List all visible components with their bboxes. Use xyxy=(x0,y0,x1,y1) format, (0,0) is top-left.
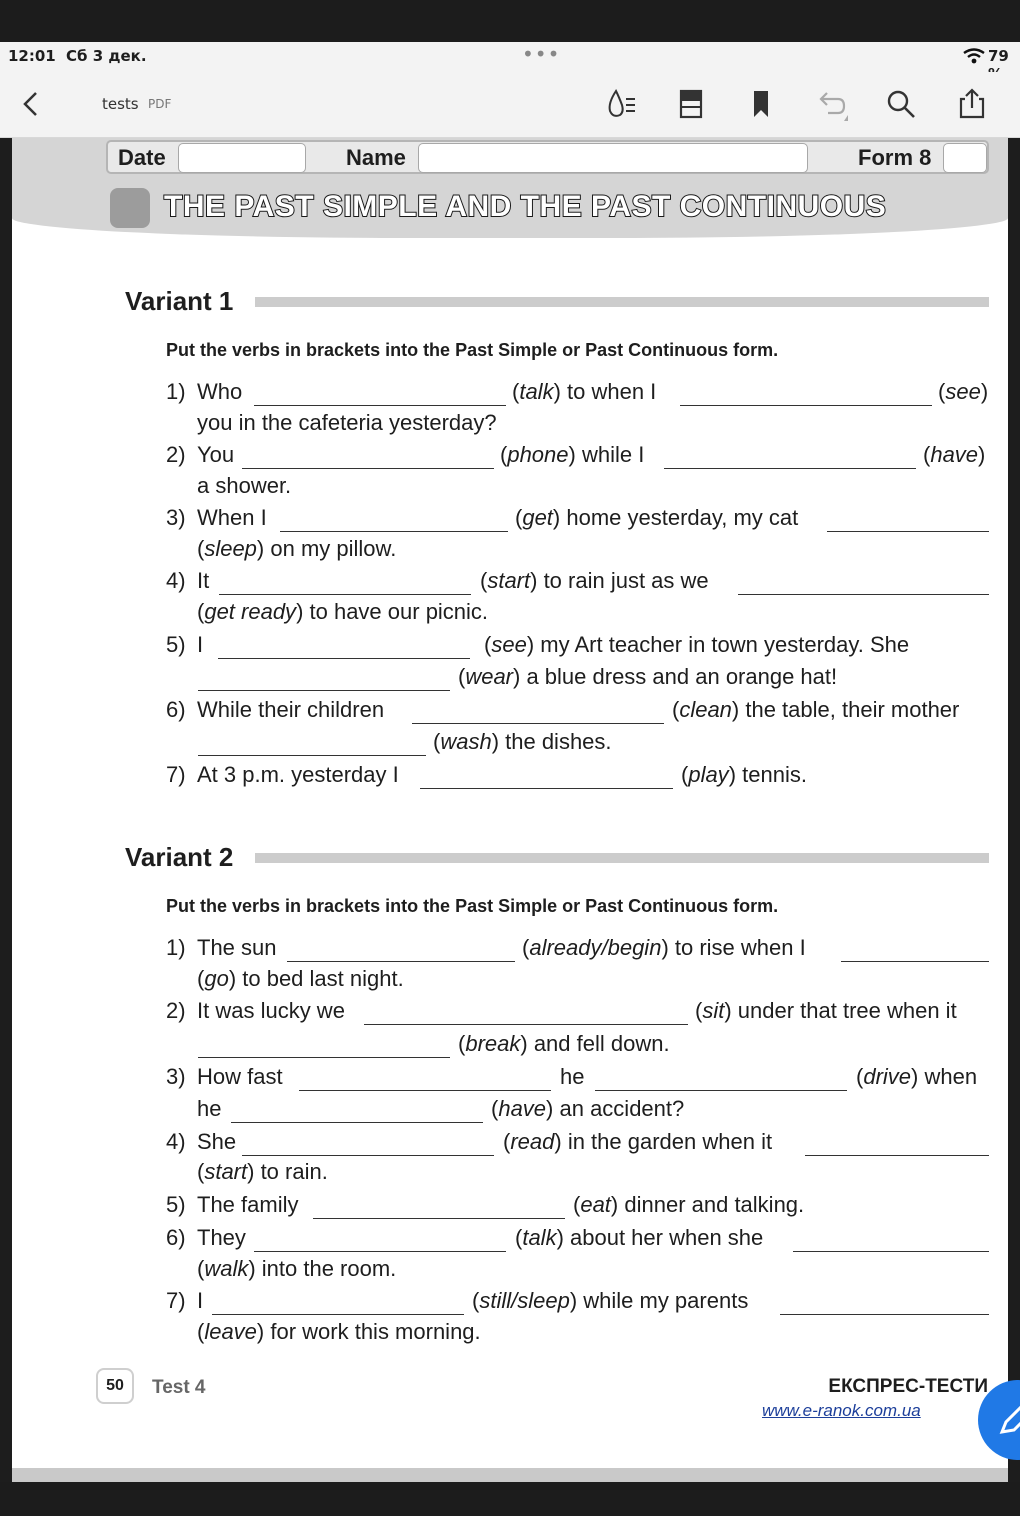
answer-blank[interactable] xyxy=(313,1218,565,1219)
exercise-text: The family xyxy=(197,1192,299,1217)
answer-blank[interactable] xyxy=(242,468,494,469)
exercise-text: (eat) dinner and talking. xyxy=(573,1192,805,1217)
status-bar xyxy=(0,42,1020,72)
answer-blank[interactable] xyxy=(299,1090,551,1091)
answer-blank[interactable] xyxy=(793,1251,989,1252)
status-time: 12:01 xyxy=(8,47,56,65)
exercise-text: (start) to rain just as we xyxy=(480,568,709,593)
exercise-text: (talk) to when I xyxy=(512,379,657,404)
status-date: Сб 3 дек. xyxy=(66,47,147,65)
exercise-text: (still/sleep) while my parents xyxy=(472,1288,749,1313)
v1-exercise-4-cont: (get ready) to have our picnic. xyxy=(197,599,489,624)
exercise-number: 7) xyxy=(166,762,186,787)
exercise-text: (already/begin) to rise when I xyxy=(522,935,806,960)
wifi-icon xyxy=(962,48,986,64)
form-label: Form 8 xyxy=(858,145,932,170)
exercise-number: 4) xyxy=(166,1129,186,1154)
pdf-page[interactable] xyxy=(12,138,1008,1468)
answer-blank[interactable] xyxy=(218,658,470,659)
answer-blank[interactable] xyxy=(287,961,515,962)
answer-blank[interactable] xyxy=(231,1122,483,1123)
answer-blank[interactable] xyxy=(420,788,673,789)
exercise-text: (have) xyxy=(923,442,986,467)
exercise-number: 6) xyxy=(166,697,186,722)
date-field xyxy=(178,143,306,173)
answer-blank[interactable] xyxy=(595,1090,847,1091)
exercise-text: It xyxy=(197,568,210,593)
exercise-text: he xyxy=(197,1096,222,1121)
publisher-link[interactable]: www.e-ranok.com.ua xyxy=(762,1401,921,1420)
exercise-text: (wear) a blue dress and an orange hat! xyxy=(458,664,838,689)
exercise-text: She xyxy=(197,1129,237,1154)
answer-blank[interactable] xyxy=(219,594,471,595)
publisher-brand: ЕКСПРЕС-ТЕСТИ xyxy=(828,1376,988,1397)
variant-2-instruction: Put the verbs in brackets into the Past Simple or Past Continuous form. xyxy=(166,896,779,916)
exercise-number: 5) xyxy=(166,632,186,657)
exercise-text: The sun xyxy=(197,935,277,960)
answer-blank[interactable] xyxy=(780,1314,989,1315)
top-black-bar xyxy=(0,0,1020,42)
exercise-text: When I xyxy=(197,505,267,530)
exercise-text: It was lucky we xyxy=(197,998,345,1023)
exercise-text: How fast xyxy=(197,1064,283,1089)
v2-exercise-6-cont: (walk) into the room. xyxy=(197,1256,397,1281)
answer-blank[interactable] xyxy=(664,468,916,469)
exercise-number: 2) xyxy=(166,998,186,1023)
student-info-row xyxy=(106,140,989,174)
v1-exercise-3-cont: (sleep) on my pillow. xyxy=(197,536,397,561)
answer-blank[interactable] xyxy=(364,1024,688,1025)
exercise-text: (sit) under that tree when it xyxy=(695,998,957,1023)
exercise-text: (phone) while I xyxy=(500,442,645,467)
answer-blank[interactable] xyxy=(198,1057,450,1058)
exercise-number: 7) xyxy=(166,1288,186,1313)
undo-icon[interactable] xyxy=(814,87,848,121)
variant-1-instruction: Put the verbs in brackets into the Past Simple or Past Continuous form. xyxy=(166,340,779,360)
exercise-number: 4) xyxy=(166,568,186,593)
answer-blank[interactable] xyxy=(242,1155,494,1156)
variant-1-title: Variant 1 xyxy=(125,286,234,316)
test-badge xyxy=(110,188,150,228)
exercise-number: 5) xyxy=(166,1192,186,1217)
v2-exercise-1-cont: (go) to bed last night. xyxy=(197,966,404,991)
answer-blank[interactable] xyxy=(738,594,989,595)
v1-exercise-2-cont: a shower. xyxy=(197,473,292,498)
worksheet-title: THE PAST SIMPLE AND THE PAST CONTINUOUS xyxy=(164,190,887,223)
multitasking-dots[interactable]: ••• xyxy=(522,42,561,66)
exercise-text: (see) xyxy=(938,379,989,404)
document-type: PDF xyxy=(148,97,172,111)
date-label: Date xyxy=(118,145,166,170)
bottom-black-bar xyxy=(0,1482,1020,1516)
exercise-number: 1) xyxy=(166,935,186,960)
battery-level: 79 xyxy=(988,47,1009,65)
back-chevron-icon[interactable] xyxy=(16,88,46,120)
exercise-text: (play) tennis. xyxy=(681,762,807,787)
exercise-number: 1) xyxy=(166,379,186,404)
exercise-text: While their children xyxy=(197,697,385,722)
exercise-text: (see) my Art teacher in town yesterday. She xyxy=(484,632,910,657)
answer-blank[interactable] xyxy=(212,1314,464,1315)
answer-blank[interactable] xyxy=(280,531,508,532)
variant-2-rule xyxy=(255,853,989,863)
answer-blank[interactable] xyxy=(680,405,932,406)
answer-blank[interactable] xyxy=(254,405,506,406)
test-label: Test 4 xyxy=(152,1377,206,1398)
exercise-text: You xyxy=(197,442,235,467)
share-icon[interactable] xyxy=(955,87,989,121)
exercise-text: (read) in the garden when it xyxy=(503,1129,773,1154)
pdf-toolbar xyxy=(0,72,1020,138)
exercise-text: (get) home yesterday, my cat xyxy=(515,505,799,530)
exercise-text: (drive) when xyxy=(856,1064,978,1089)
variant-1-rule xyxy=(255,297,989,307)
answer-blank[interactable] xyxy=(254,1251,506,1252)
exercise-text: I xyxy=(197,632,204,657)
name-label: Name xyxy=(346,145,406,170)
exercise-text: Who xyxy=(197,379,243,404)
exercise-text: I xyxy=(197,1288,204,1313)
exercise-number: 3) xyxy=(166,505,186,530)
answer-blank[interactable] xyxy=(827,531,989,532)
exercise-text: he xyxy=(560,1064,585,1089)
exercise-text: (talk) about her when she xyxy=(515,1225,764,1250)
answer-blank[interactable] xyxy=(198,690,450,691)
answer-blank[interactable] xyxy=(198,755,426,756)
answer-blank[interactable] xyxy=(805,1155,989,1156)
exercise-text: At 3 p.m. yesterday I xyxy=(197,762,399,787)
exercise-number: 3) xyxy=(166,1064,186,1089)
v1-exercise-1-cont: you in the cafeteria yesterday? xyxy=(197,410,497,435)
exercise-text: (clean) the table, their mother xyxy=(672,697,960,722)
exercise-text: (break) and fell down. xyxy=(458,1031,670,1056)
variant-2-title: Variant 2 xyxy=(125,842,234,872)
v2-exercise-4-cont: (start) to rain. xyxy=(197,1159,328,1184)
page-thumbnails-icon[interactable] xyxy=(674,87,708,121)
pencil-icon xyxy=(996,1400,1020,1440)
page-number: 50 xyxy=(96,1368,134,1404)
form-field xyxy=(943,143,987,173)
search-icon[interactable] xyxy=(884,87,918,121)
read-aloud-icon[interactable] xyxy=(604,87,638,121)
page-bottom-edge xyxy=(12,1468,1008,1482)
exercise-number: 6) xyxy=(166,1225,186,1250)
exercise-number: 2) xyxy=(166,442,186,467)
exercise-text: They xyxy=(197,1225,246,1250)
v2-exercise-7-cont: (leave) for work this morning. xyxy=(197,1319,481,1344)
answer-blank[interactable] xyxy=(841,961,989,962)
name-field xyxy=(418,143,808,173)
answer-blank[interactable] xyxy=(412,723,664,724)
document-title: tests xyxy=(102,95,139,113)
exercise-text: (have) an accident? xyxy=(491,1096,685,1121)
bookmark-icon[interactable] xyxy=(744,87,778,121)
exercise-text: (wash) the dishes. xyxy=(433,729,612,754)
